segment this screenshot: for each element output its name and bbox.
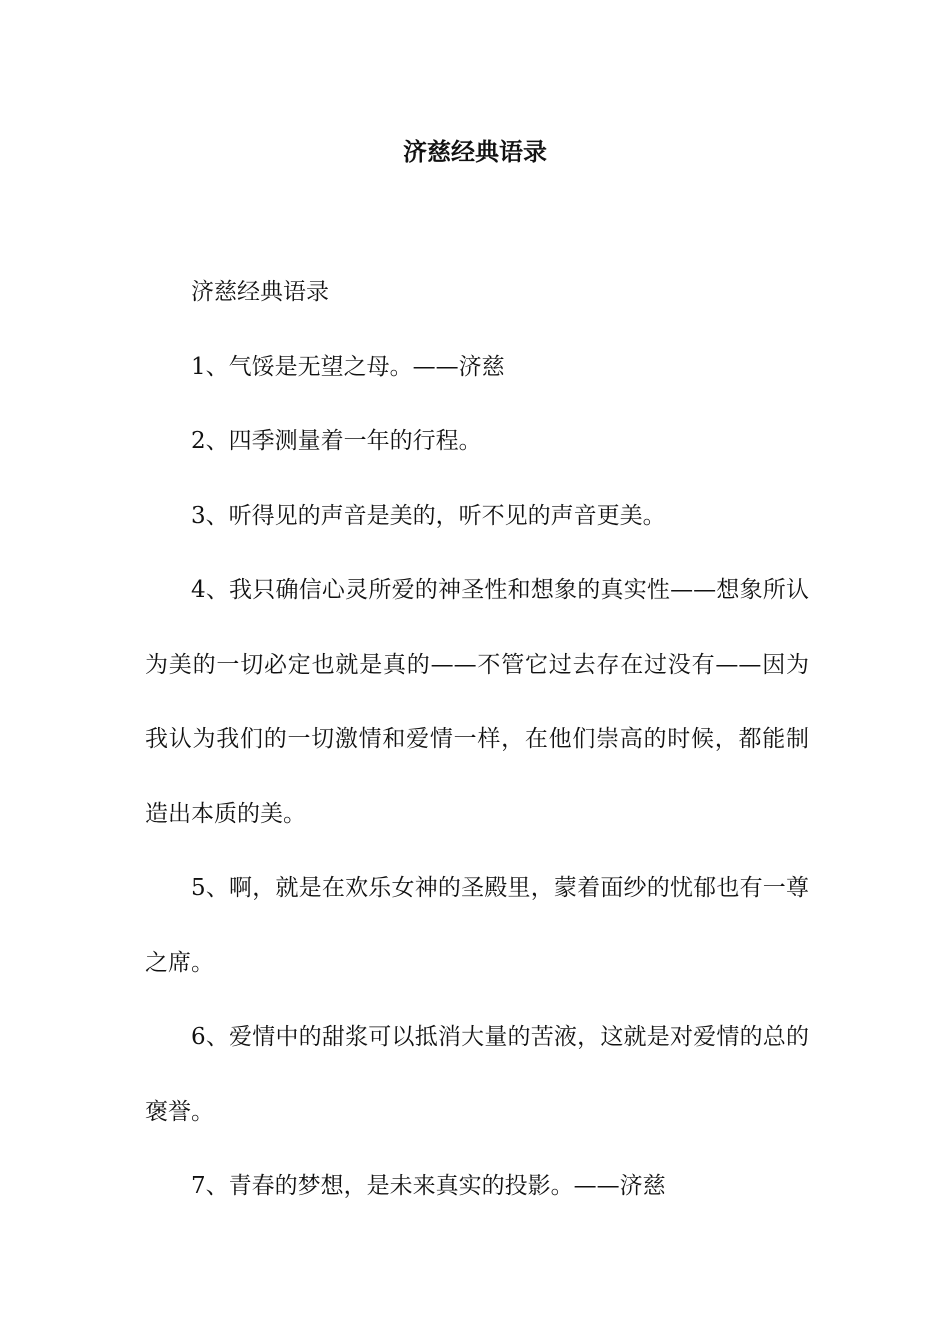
quote-6: 6、爱情中的甜浆可以抵消大量的苦液，这就是对爱情的总的褒誉。: [145, 1024, 809, 1125]
quote-7: 7、青春的梦想，是未来真实的投影。——济慈: [191, 1173, 666, 1199]
quote-4: 4、我只确信心灵所爱的神圣性和想象的真实性——想象所认为美的一切必定也就是真的——不管它过去存在过没有——因为我认为我们的一切激情和爱情一样，在他们崇高的时候，都能制造出本质的美。: [145, 577, 809, 827]
paragraph-heading: 济慈经典语录: [191, 279, 329, 305]
quote-2: 2、四季测量着一年的行程。: [191, 428, 482, 454]
quote-3: 3、听得见的声音是美的，听不见的声音更美。: [191, 502, 666, 529]
document-title: 济慈经典语录: [403, 137, 547, 166]
document-body: [145, 255, 809, 1224]
quote-5: 5、啊，就是在欢乐女神的圣殿里，蒙着面纱的忧郁也有一尊之席。: [145, 875, 809, 976]
quote-1: 1、气馁是无望之母。——济慈: [191, 353, 505, 380]
